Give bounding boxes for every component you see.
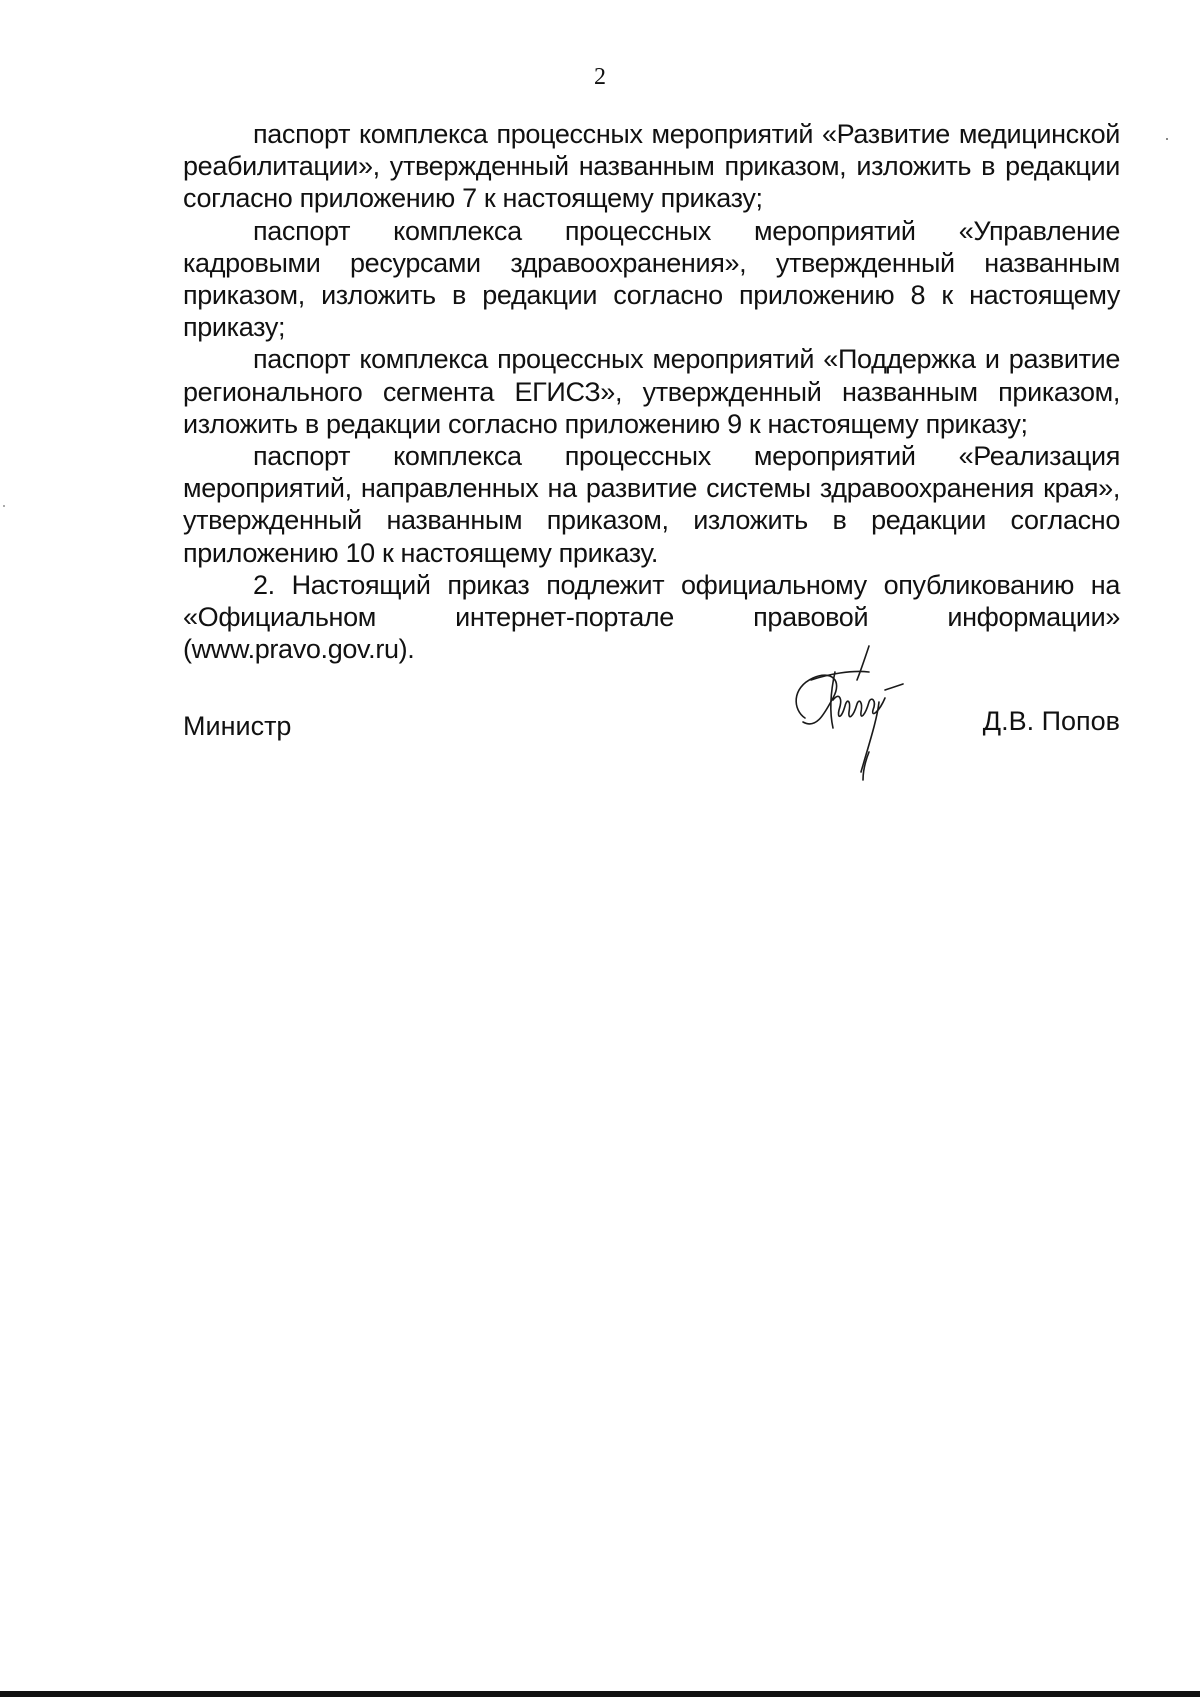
scan-artifact-dot [3, 505, 5, 507]
paragraph-egisz-passport: паспорт комплекса процессных мероприятий «Поддержка и развитие регионального сегмента ЕГИСЗ», утвержденный названным приказом, изложить в редакции согласно приложению 9 к настоящему приказу; [183, 344, 1120, 439]
handwritten-signature [773, 640, 923, 790]
page-number: 2 [594, 64, 606, 90]
signature-block [183, 640, 1120, 790]
paragraph-personnel-passport: паспорт комплекса процессных мероприятий «Управление кадровыми ресурсами здравоохранения», утвержденный названным приказом, изложить в редакции согласно приложению 8 к настоящему приказу; [183, 215, 1120, 343]
document-body [183, 118, 1120, 665]
paragraph-publication-clause: 2. Настоящий приказ подлежит официальному опубликованию на «Официальном интернет-портале правовой информации» (www.pravo.gov.ru). [183, 569, 1120, 665]
bottom-scan-edge [0, 1691, 1200, 1697]
scan-artifact-dot [1166, 138, 1168, 140]
signer-position: Министр [183, 711, 292, 741]
paragraph-rehabilitation-passport: паспорт комплекса процессных мероприятий «Развитие медицинской реабилитации», утвержденный названным приказом, изложить в редакции согласно приложению 7 к настоящему приказу; [183, 119, 1120, 214]
signer-name: Д.В. Попов [982, 706, 1120, 736]
paragraph-healthcare-development-passport: паспорт комплекса процессных мероприятий «Реализация мероприятий, направленных на развитие системы здравоохранения края», утвержденный названным приказом, изложить в редакции согласно приложению 10 к настоящему приказу. [183, 441, 1120, 568]
